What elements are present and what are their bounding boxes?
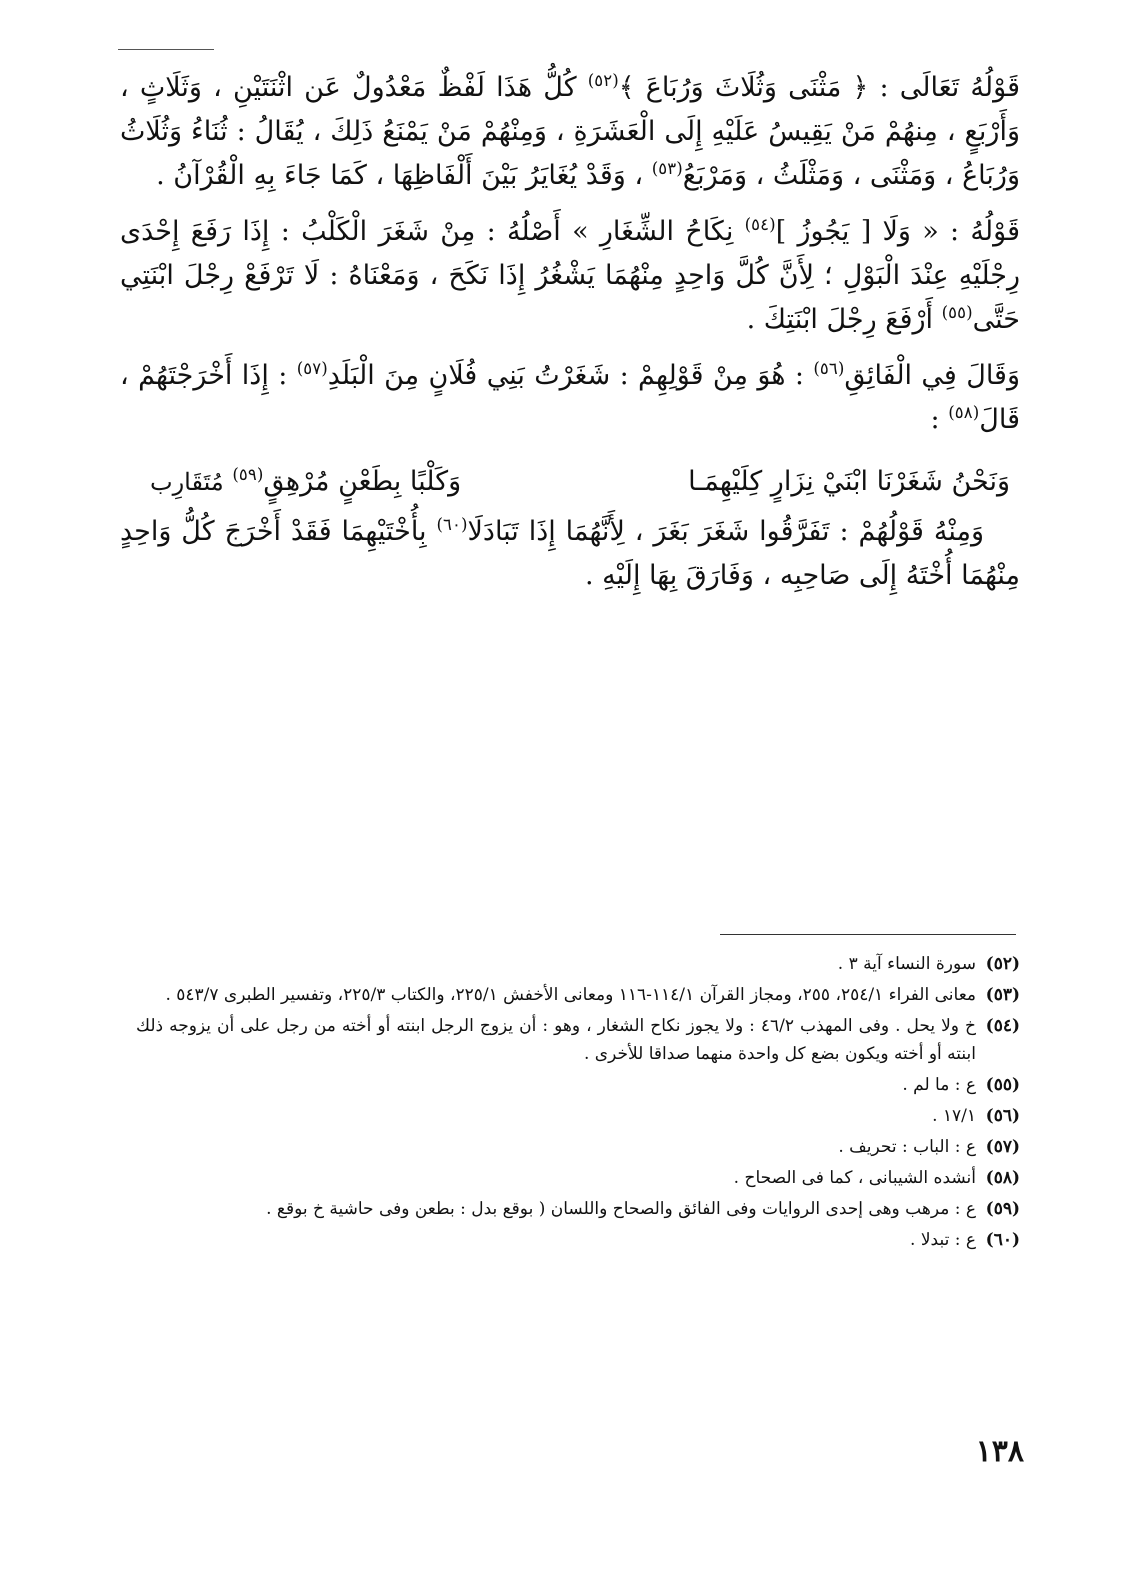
footnote-53 xyxy=(136,981,1020,1009)
page-number: ١٣٨ xyxy=(975,1434,1024,1469)
para2-text-2: نِكَاحُ الشِّغَارِ » أَصْلُهُ : مِنْ شَغَرَ الْكَلْبُ : إِذَا رَفَعَ إِحْدَى رِجْلَيْهِ عِنْدَ الْبَوْلِ ؛ لِأَنَّ كُلَّ وَاحِدٍ مِنْهُمَا يَشْغُرُ إِذَا نَكَحَ ، وَمَعْنَاهُ : لَا تَرْفَعْ رِجْلَ ابْنَتِي حَتَّى xyxy=(120,216,1020,335)
para3-text-4: : xyxy=(930,404,949,435)
footnote-ref-60[interactable]: (٦٠) xyxy=(436,514,468,534)
poem-second-hemistich xyxy=(150,460,461,504)
poem-meter: مُتَقَارِب xyxy=(150,468,224,496)
footnote-text: ١٧/١ . xyxy=(932,1106,976,1126)
footnote-ref-57[interactable]: (٥٧) xyxy=(296,358,328,378)
footnote-ref-52[interactable]: (٥٢) xyxy=(587,70,619,90)
footnote-57 xyxy=(136,1133,1020,1161)
para1-text-1: قَوْلُهُ تَعَالَى : ﴿ مَثْنَى وَثُلَاثَ وَرُبَاعَ ﴾ xyxy=(618,72,1020,103)
footnote-text: سورة النساء آية ٣ . xyxy=(837,954,976,974)
footnote-text: خ ولا يحل . وفى المهذب ٤٦/٢ : ولا يجوز نكاح الشغار ، وهو : أن يزوج الرجل ابنته أو أخته من رجل على أن يزوجه ذلك ابنته أو أخته ويكون بضع كل واحدة منهما صداقا للأخرى . xyxy=(136,1016,976,1064)
footnote-text: أنشده الشيبانى ، كما فى الصحاح . xyxy=(733,1168,976,1188)
footnote-54 xyxy=(136,1012,1020,1068)
footnote-number: (٥٥) xyxy=(985,1075,1020,1095)
footnote-number: (٥٤) xyxy=(985,1016,1020,1036)
footnote-ref-55[interactable]: (٥٥) xyxy=(941,302,973,322)
footnote-number: (٥٨) xyxy=(985,1168,1020,1188)
poem-verse xyxy=(150,460,1010,504)
paragraph-3 xyxy=(120,354,1020,442)
footnote-text: ع : ما لم . xyxy=(902,1075,976,1095)
para2-text-1: قَوْلُهُ : « وَلَا [ يَجُوزُ ] xyxy=(775,216,1020,247)
footnote-text: ع : الباب : تحريف . xyxy=(838,1137,976,1157)
para3-text-3: : إِذَا أَخْرَجْتَهُمْ ، قَالَ xyxy=(120,360,1020,435)
footnote-56 xyxy=(136,1102,1020,1130)
footnote-text: معانى الفراء ٢٥٤/١، ٢٥٥، ومجاز القرآن ١١٤/١-١١٦ ومعانى الأخفش ٢٢٥/١، والكتاب ٢٢٥/٣، وتفسير الطبرى ٥٤٣/٧ . xyxy=(165,985,976,1005)
top-rule xyxy=(118,49,214,50)
footnote-58 xyxy=(136,1164,1020,1192)
para3-text-1: وَقَالَ فِي الْفَائِقِ xyxy=(844,360,1021,391)
poem-first-hemistich: وَنَحْنُ شَغَرْنَا ابْنَيْ نِزَارٍ كِلَيْهِمَـا xyxy=(688,466,1010,497)
para1-text-3: ، وَقَدْ يُغَايَرُ بَيْنَ أَلْفَاظِهَا ، كَمَا جَاءَ بِهِ الْقُرْآنُ . xyxy=(156,160,652,191)
footnote-text: ع : تبدلا . xyxy=(910,1230,976,1250)
footnote-number: (٦٠) xyxy=(985,1230,1020,1250)
footnote-number: (٥٢) xyxy=(985,954,1020,974)
footnote-ref-59[interactable]: (٥٩) xyxy=(232,464,264,484)
footnotes xyxy=(136,950,1020,1257)
footnote-60 xyxy=(136,1226,1020,1254)
footnote-text: ع : مرهب وهى إحدى الروايات وفى الفائق والصحاح واللسان ( بوقع بدل : بطعن وفى حاشية خ بوقع . xyxy=(266,1199,976,1219)
paragraph-4 xyxy=(120,510,1020,598)
footnote-number: (٥٦) xyxy=(985,1106,1020,1126)
footnote-number: (٥٣) xyxy=(985,985,1020,1005)
footnote-number: (٥٩) xyxy=(985,1199,1020,1219)
para4-text-2: بِأُخْتَيْهِمَا فَقَدْ أَخْرَجَ كُلُّ وَاحِدٍ مِنْهُمَا أُخْتَهُ إِلَى صَاحِبِه ، وَفَارَقَ بِهَا إِلَيْهِ . xyxy=(120,516,1020,591)
footnote-ref-54[interactable]: (٥٤) xyxy=(744,214,776,234)
footnote-55 xyxy=(136,1071,1020,1099)
footnote-52 xyxy=(136,950,1020,978)
paragraph-2 xyxy=(120,210,1020,342)
footnote-separator xyxy=(720,934,1016,935)
footnote-ref-58[interactable]: (٥٨) xyxy=(948,402,980,422)
footnote-number: (٥٧) xyxy=(985,1137,1020,1157)
para2-text-3: أَرْفَعَ رِجْلَ ابْنَتِكَ . xyxy=(746,304,942,335)
poem-second-hemistich-text: وَكَلْبًا بِطَعْنٍ مُرْهِقٍ xyxy=(263,466,462,497)
para1-text-2: كُلُّ هَذَا لَفْظٌ مَعْدُولٌ عَن اثْنَتَيْنِ ، وَثَلَاثٍ ، وَأَرْبَعٍ ، مِنهُمْ مَنْ يَقِيسُ عَلَيْهِ إِلَى الْعَشَرَةِ ، وَمِنْهُمْ مَنْ يَمْنَعُ ذَلِكَ ، يُقَالُ : ثُنَاءُ وَثُلَاثُ وَرُبَاعُ ، وَمَثْنَى ، وَمَثْلَثُ ، وَمَرْبَعُ xyxy=(120,72,1020,191)
para4-text-1: وَمِنْهُ قَوْلُهُمْ : تَفَرَّقُوا شَغَرَ بَغَرَ ، لِأَنَّهُمَا إِذَا تَبَادَلَا xyxy=(467,516,984,547)
main-text xyxy=(120,66,1020,610)
footnote-59 xyxy=(136,1195,1020,1223)
paragraph-1 xyxy=(120,66,1020,198)
para3-text-2: : هُوَ مِنْ قَوْلِهِمْ : شَغَرْتُ بَنِي فُلَانٍ مِنَ الْبَلَدِ xyxy=(327,360,814,391)
footnote-ref-56[interactable]: (٥٦) xyxy=(813,358,845,378)
footnote-ref-53[interactable]: (٥٣) xyxy=(651,158,683,178)
